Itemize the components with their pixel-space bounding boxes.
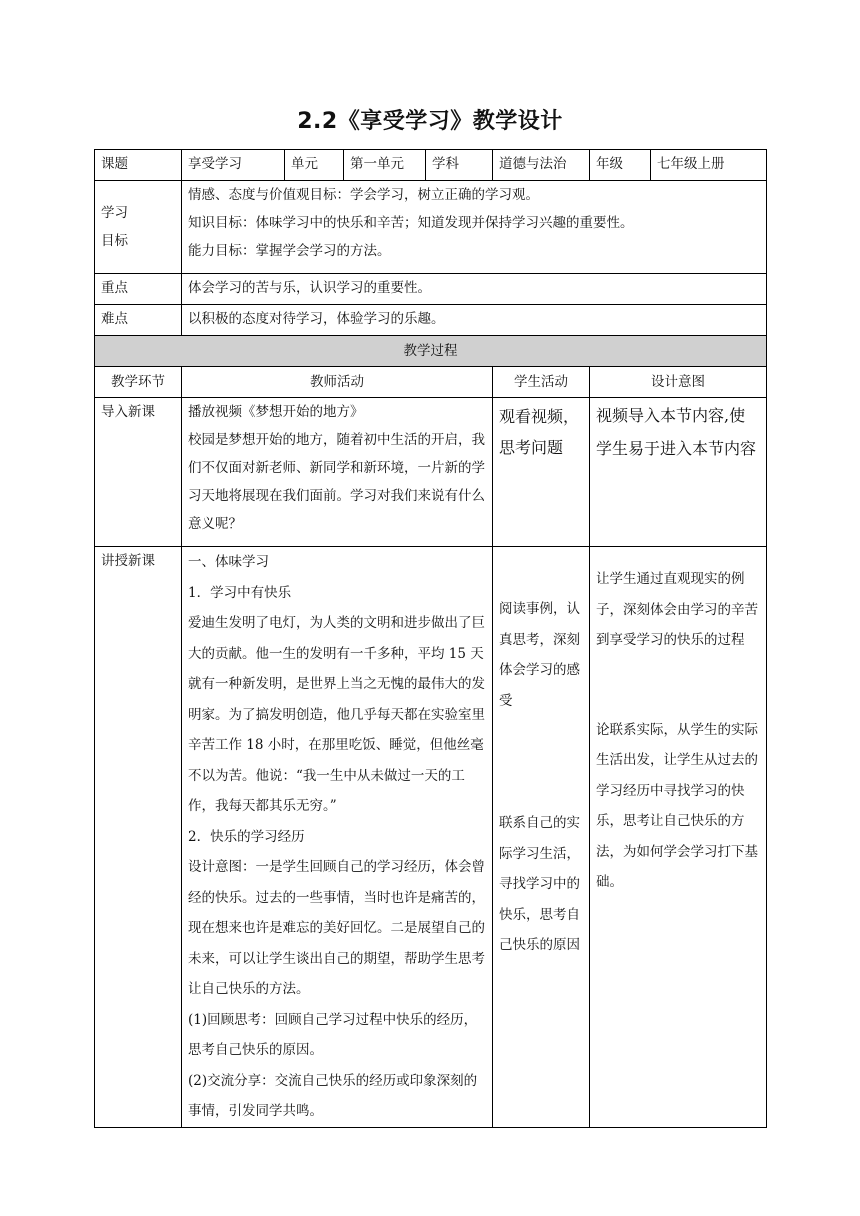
goals-label-line: 目标 — [101, 233, 128, 249]
column-header-student: 学生活动 — [493, 367, 590, 398]
lecture-line: 1．学习中有快乐 — [188, 584, 292, 601]
subject-label: 学科 — [426, 150, 493, 181]
unit-label: 单元 — [285, 150, 344, 181]
lecture-paragraph: 爱迪生发明了电灯，为人类的文明和进步做出了巨大的贡献。他一生的发明有一千多种，平均 15 天就有一种新发明，是世界上当之无愧的最伟大的发明家。为了搞发明创造，他几乎每天都在实验室里辛苦工作 18 小时，在那里吃饭、睡觉，但他丝毫不以为苦。他说：“我一生中从未做过一天的工作，我每天都其乐无穷。” — [188, 615, 485, 814]
lecture-intent-1: 让学生通过直观现实的例子，深刻体会由学习的辛苦到享受学习的快乐的过程 — [596, 571, 758, 648]
key-point-label: 重点 — [95, 274, 182, 305]
info-row — [95, 150, 767, 181]
intro-teacher-line: 播放视频《梦想开始的地方》 — [188, 404, 364, 420]
grade-label: 年级 — [590, 150, 651, 181]
column-header-stage: 教学环节 — [95, 367, 182, 398]
unit-value: 第一单元 — [344, 150, 426, 181]
lecture-line: 2．快乐的学习经历 — [188, 828, 305, 845]
course-label: 课题 — [95, 150, 182, 181]
lecture-paragraph: 设计意图：一是学生回顾自己的学习经历，体会曾经的快乐。过去的一些事情，当时也许是痛苦的，现在想来也许是难忘的美好回忆。二是展望自己的未来，可以让学生谈出自己的期望，帮助学生思考让自己快乐的方法。 — [188, 859, 485, 997]
process-header-row — [95, 336, 767, 367]
subject-value: 道德与法治 — [493, 150, 590, 181]
goal-line: 能力目标：掌握学会学习的方法。 — [188, 243, 391, 259]
intro-row — [95, 398, 767, 547]
page-title: 2.2《享受学习》教学设计 — [297, 109, 563, 134]
lecture-paragraph: (2)交流分享：交流自己快乐的经历或印象深刻的事情，引发同学共鸣。 — [188, 1072, 478, 1119]
intro-stage: 导入新课 — [95, 398, 182, 547]
lecture-stage: 讲授新课 — [95, 547, 182, 1128]
grade-value: 七年级上册 — [651, 150, 767, 181]
lecture-paragraph: (1)回顾思考：回顾自己学习过程中快乐的经历，思考自己快乐的原因。 — [188, 1011, 478, 1058]
process-header: 教学过程 — [95, 336, 767, 367]
goal-line: 知识目标：体味学习中的快乐和辛苦；知道发现并保持学习兴趣的重要性。 — [188, 215, 634, 231]
difficulty-row — [95, 305, 767, 336]
lecture-student-2: 联系自己的实际学习生活，寻找学习中的快乐，思考自己快乐的原因 — [499, 815, 580, 953]
lesson-plan-table — [94, 149, 767, 1128]
lecture-teacher — [182, 547, 493, 1128]
difficulty-label: 难点 — [95, 305, 182, 336]
lecture-student — [493, 547, 590, 1128]
lecture-student-1: 阅读事例，认真思考，深刻体会学习的感受 — [499, 601, 580, 709]
column-header-teacher: 教师活动 — [182, 367, 493, 398]
lecture-intent-2: 论联系实际，从学生的实际生活出发，让学生从过去的学习经历中寻找学习的快乐，思考让自己快乐的方法，为如何学会学习打下基础。 — [596, 721, 758, 890]
key-point-value: 体会学习的苦与乐，认识学习的重要性。 — [182, 274, 767, 305]
difficulty-value: 以积极的态度对待学习，体验学习的乐趣。 — [182, 305, 767, 336]
lecture-intent — [590, 547, 767, 1128]
course-value: 享受学习 — [182, 150, 285, 181]
intro-teacher-paragraph: 校园是梦想开始的地方，随着初中生活的开启，我们不仅面对新老师、新同学和新环境，一片新的学习天地将展现在我们面前。学习对我们来说有什么意义呢？ — [188, 432, 485, 532]
column-header-intent: 设计意图 — [590, 367, 767, 398]
intro-teacher — [182, 398, 493, 547]
intro-intent: 视频导入本节内容,使学生易于进入本节内容 — [590, 398, 767, 547]
intro-student: 观看视频，思考问题 — [493, 398, 590, 547]
lecture-line: 一、体味学习 — [188, 554, 269, 570]
goals-label-line: 学习 — [101, 205, 128, 221]
goals-label — [95, 181, 182, 274]
goal-line: 情感、态度与价值观目标：学会学习，树立正确的学习观。 — [188, 187, 539, 203]
lecture-row — [95, 547, 767, 1128]
column-header-row — [95, 367, 767, 398]
goals-row — [95, 181, 767, 274]
key-point-row — [95, 274, 767, 305]
goals-content — [182, 181, 767, 274]
